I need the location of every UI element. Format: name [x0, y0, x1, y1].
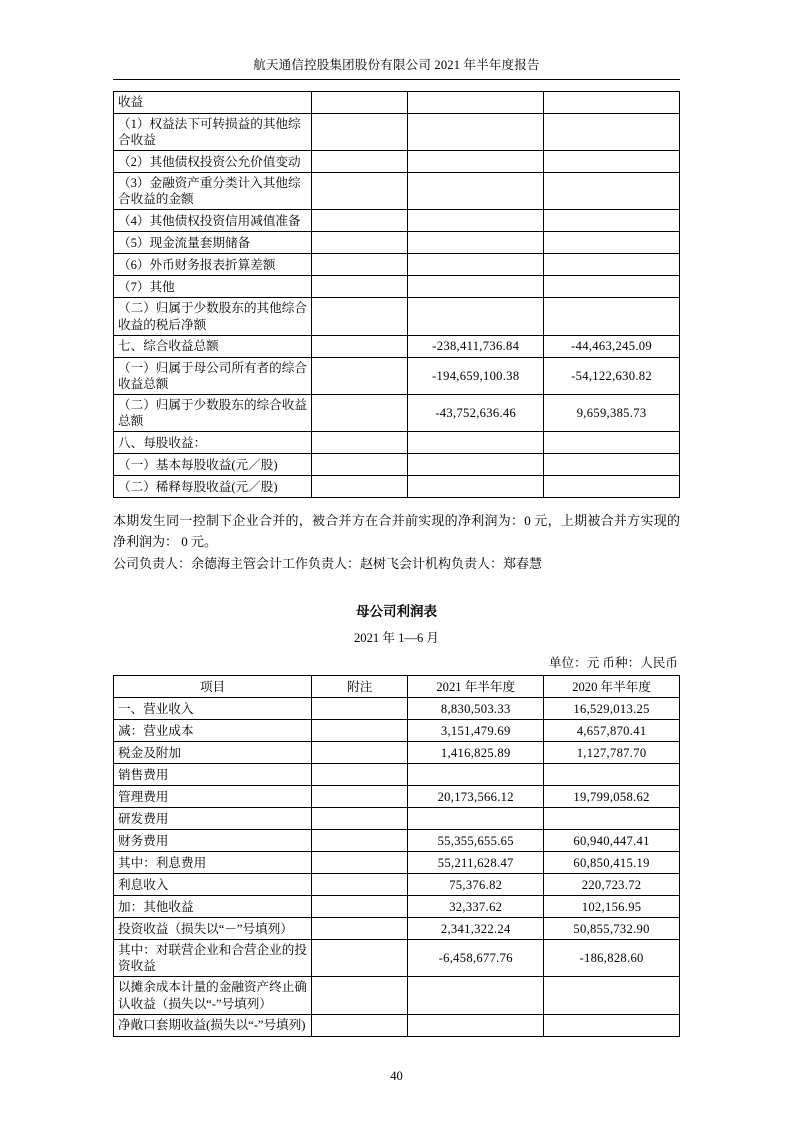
row-label: 利息收入 [114, 874, 312, 896]
row-label: 加：其他收益 [114, 896, 312, 918]
table-row [114, 298, 680, 335]
row-value-prior: 19,799,058.62 [544, 786, 680, 808]
row-value-current: -43,752,636.46 [408, 394, 544, 431]
row-note [312, 432, 408, 454]
row-value-current: 8,830,503.33 [408, 698, 544, 720]
row-value-prior [544, 808, 680, 830]
row-label: 财务费用 [114, 830, 312, 852]
row-value-current [408, 210, 544, 232]
row-value-prior: 50,855,732.90 [544, 918, 680, 940]
row-value-prior: 4,657,870.41 [544, 720, 680, 742]
row-value-prior: 60,850,415.19 [544, 852, 680, 874]
row-value-prior [544, 151, 680, 173]
row-note [312, 786, 408, 808]
row-value-prior [544, 977, 680, 1014]
table-row [114, 114, 680, 151]
row-note [312, 92, 408, 114]
row-value-current: -194,659,100.38 [408, 357, 544, 394]
table-row [114, 940, 680, 977]
row-value-current [408, 454, 544, 476]
row-value-current [408, 432, 544, 454]
row-note [312, 394, 408, 431]
row-label: （二）稀释每股收益(元／股) [114, 476, 312, 498]
comprehensive-income-table [113, 91, 680, 498]
row-value-current: 20,173,566.12 [408, 786, 544, 808]
page-number: 40 [390, 1069, 403, 1083]
row-label: 投资收益（损失以“－”号填列） [114, 918, 312, 940]
row-note [312, 720, 408, 742]
row-value-prior: 102,156.95 [544, 896, 680, 918]
row-value-prior: 220,723.72 [544, 874, 680, 896]
merger-note-paragraph: 本期发生同一控制下企业合并的，被合并方在合并前实现的净利润为：0 元，上期被合并方实现的净利润为： 0 元。 [113, 513, 680, 550]
table-row [114, 786, 680, 808]
table-row [114, 173, 680, 210]
table-row [114, 698, 680, 720]
table-row [114, 232, 680, 254]
row-note [312, 335, 408, 357]
row-label: 一、营业收入 [114, 698, 312, 720]
row-value-current [408, 476, 544, 498]
parent-income-statement-table [113, 675, 680, 1036]
row-label: 七、综合收益总额 [114, 335, 312, 357]
row-value-current: -238,411,736.84 [408, 335, 544, 357]
table-body [114, 92, 680, 498]
row-value-prior [544, 92, 680, 114]
row-value-current [408, 114, 544, 151]
row-note [312, 764, 408, 786]
row-value-current: 1,416,825.89 [408, 742, 544, 764]
row-value-current [408, 173, 544, 210]
table-row [114, 476, 680, 498]
row-note [312, 830, 408, 852]
row-note [312, 1014, 408, 1036]
row-note [312, 808, 408, 830]
row-note [312, 114, 408, 151]
row-value-current: 55,211,628.47 [408, 852, 544, 874]
section-title: 母公司利润表 [356, 604, 437, 620]
row-note [312, 896, 408, 918]
row-value-current [408, 977, 544, 1014]
row-value-current: 3,151,479.69 [408, 720, 544, 742]
column-header-note: 附注 [312, 676, 408, 698]
row-label: （3）金融资产重分类计入其他综合收益的金额 [114, 173, 312, 210]
row-value-current: 75,376.82 [408, 874, 544, 896]
row-label: 减：营业成本 [114, 720, 312, 742]
table-row [114, 808, 680, 830]
row-value-current: 32,337.62 [408, 896, 544, 918]
row-label: （二）归属于少数股东的综合收益总额 [114, 394, 312, 431]
row-label: 以摊余成本计量的金融资产终止确认收益（损失以“-”号填列） [114, 977, 312, 1014]
table-row [114, 454, 680, 476]
column-header-current: 2021 年半年度 [408, 676, 544, 698]
row-value-prior [544, 1014, 680, 1036]
row-note [312, 940, 408, 977]
row-note [312, 232, 408, 254]
row-label: （7）其他 [114, 276, 312, 298]
unit-currency-line: 单位：元 币种：人民币 [548, 656, 678, 671]
row-label: （5）现金流量套期储备 [114, 232, 312, 254]
row-value-current [408, 254, 544, 276]
row-label: 净敞口套期收益(损失以“-”号填列) [114, 1014, 312, 1036]
row-note [312, 151, 408, 173]
responsible-persons-paragraph: 公司负责人：余德海主管会计工作负责人：赵树飞会计机构负责人：郑春慧 [113, 556, 543, 572]
row-value-prior [544, 476, 680, 498]
table-row [114, 896, 680, 918]
row-label: 研发费用 [114, 808, 312, 830]
table-row [114, 254, 680, 276]
row-value-prior: 1,127,787.70 [544, 742, 680, 764]
row-value-prior [544, 254, 680, 276]
row-note [312, 173, 408, 210]
row-note [312, 476, 408, 498]
column-header-item: 项目 [114, 676, 312, 698]
row-value-current: -6,458,677.76 [408, 940, 544, 977]
row-value-prior [544, 764, 680, 786]
row-label: （二）归属于少数股东的其他综合收益的税后净额 [114, 298, 312, 335]
table-row [114, 720, 680, 742]
row-note [312, 357, 408, 394]
row-note [312, 454, 408, 476]
header-title: 航天通信控股集团股份有限公司 2021 年半年度报告 [253, 58, 540, 72]
row-value-prior: -54,122,630.82 [544, 357, 680, 394]
table-row [114, 830, 680, 852]
row-label: 税金及附加 [114, 742, 312, 764]
row-label: （一）归属于母公司所有者的综合收益总额 [114, 357, 312, 394]
row-value-current [408, 276, 544, 298]
table-row [114, 394, 680, 431]
table-row [114, 92, 680, 114]
row-value-current: 55,355,655.65 [408, 830, 544, 852]
row-note [312, 977, 408, 1014]
section-period: 2021 年 1—6 月 [353, 631, 439, 646]
row-label: （1）权益法下可转损益的其他综合收益 [114, 114, 312, 151]
row-value-prior [544, 232, 680, 254]
row-label: （一）基本每股收益(元／股) [114, 454, 312, 476]
table-head [114, 676, 680, 698]
row-note [312, 210, 408, 232]
row-value-prior: -44,463,245.09 [544, 335, 680, 357]
table-row [114, 335, 680, 357]
table-row [114, 357, 680, 394]
row-value-prior: 16,529,013.25 [544, 698, 680, 720]
header-divider [113, 79, 680, 80]
row-value-prior: -186,828.60 [544, 940, 680, 977]
row-note [312, 742, 408, 764]
row-note [312, 276, 408, 298]
row-label: （4）其他债权投资信用减值准备 [114, 210, 312, 232]
row-value-prior [544, 173, 680, 210]
row-value-prior [544, 114, 680, 151]
table-row [114, 432, 680, 454]
row-note [312, 852, 408, 874]
row-value-current [408, 151, 544, 173]
row-note [312, 254, 408, 276]
table-row [114, 1014, 680, 1036]
row-value-current [408, 232, 544, 254]
row-label: （2）其他债权投资公允价值变动 [114, 151, 312, 173]
row-value-current [408, 298, 544, 335]
row-note [312, 298, 408, 335]
row-value-prior [544, 298, 680, 335]
row-label: 销售费用 [114, 764, 312, 786]
row-value-current [408, 1014, 544, 1036]
table-row [114, 874, 680, 896]
table-row [114, 977, 680, 1014]
row-label: 八、每股收益： [114, 432, 312, 454]
row-value-prior [544, 210, 680, 232]
row-label: 管理费用 [114, 786, 312, 808]
row-note [312, 698, 408, 720]
row-value-current [408, 92, 544, 114]
row-value-current: 2,341,322.24 [408, 918, 544, 940]
row-label: 其中：利息费用 [114, 852, 312, 874]
row-value-prior: 60,940,447.41 [544, 830, 680, 852]
row-value-prior: 9,659,385.73 [544, 394, 680, 431]
row-label: 收益 [114, 92, 312, 114]
row-value-current [408, 764, 544, 786]
row-label: 其中：对联营企业和合营企业的投资收益 [114, 940, 312, 977]
table-row [114, 210, 680, 232]
table-row [114, 276, 680, 298]
table-row [114, 918, 680, 940]
row-value-prior [544, 276, 680, 298]
table-row [114, 151, 680, 173]
table-header-row [114, 676, 680, 698]
row-value-current [408, 808, 544, 830]
row-note [312, 874, 408, 896]
row-note [312, 918, 408, 940]
table-body [114, 698, 680, 1036]
table-row [114, 764, 680, 786]
row-value-prior [544, 454, 680, 476]
table-row [114, 852, 680, 874]
row-value-prior [544, 432, 680, 454]
column-header-prior: 2020 年半年度 [544, 676, 680, 698]
row-label: （6）外币财务报表折算差额 [114, 254, 312, 276]
page-header [113, 0, 680, 80]
table-row [114, 742, 680, 764]
